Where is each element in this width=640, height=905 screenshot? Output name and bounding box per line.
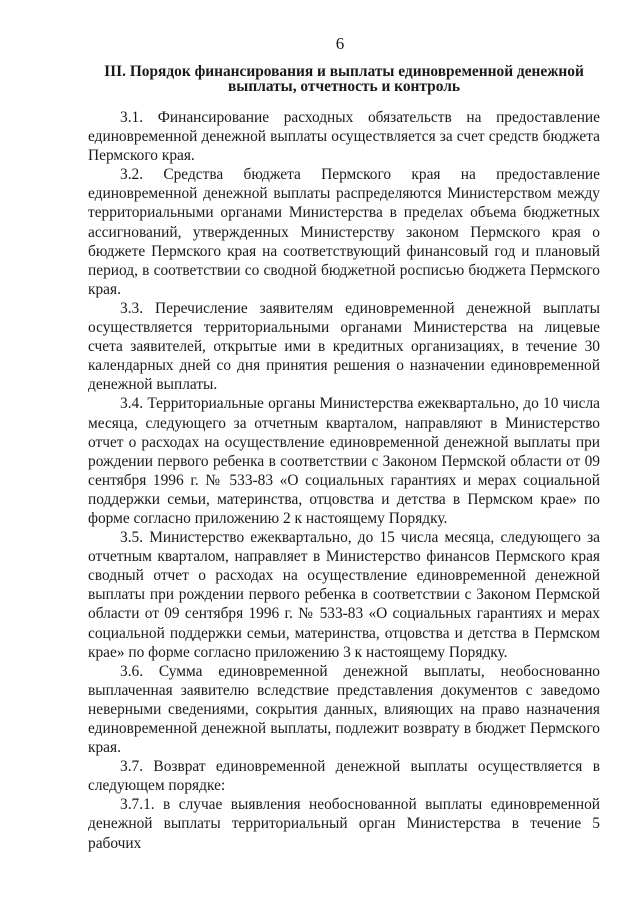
paragraph-3-7-1: 3.7.1. в случае выявления необоснованной выплаты единовременной денежной выплаты территориальный орган Министерства в течение 5 рабочих: [88, 796, 600, 852]
paragraph-3-2: 3.2. Средства бюджета Пермского края на предоставление единовременной денежной выплаты распределяются Министерством между территориальными органами Министерства в пределах объема бюджетных ассигнований, утвержденных Министерству законом Пермского края о бюджете Пермского края на соответствующий финансовый год и плановый период, в соответствии со сводной бюджетной росписью бюджета Пермского края.: [88, 166, 600, 298]
section-heading: [88, 64, 600, 94]
paragraph-3-3: 3.3. Перечисление заявителям единовременной денежной выплаты осуществляется территориальными органами Министерства на лицевые счета заявителей, открытые ими в кредитных организациях, в течение 30 календарных дней со дня принятия решения о назначении единовременной денежной выплаты.: [88, 299, 600, 394]
section-heading-line-1: III. Порядок финансирования и выплаты единовременной денежной: [104, 63, 584, 80]
paragraph-3-4: 3.4. Территориальные органы Министерства ежеквартально, до 10 числа месяца, следующего за отчетным кварталом, направляют в Министерство отчет о расходах на осуществление единовременной денежной выплаты при рождении первого ребенка в соответствии с Законом Пермской области от 09 сентября 1996 г. № 533-83 «О социальных гарантиях и мерах социальной поддержки семьи, материнства, отцовства и детства в Пермском крае» по форме согласно приложению 2 к настоящему Порядку.: [88, 395, 600, 527]
paragraph-3-1: 3.1. Финансирование расходных обязательств на предоставление единовременной денежной выплаты осуществляется за счет средств бюджета Пермского края.: [88, 109, 600, 165]
section-heading-line-2: выплаты, отчетность и контроль: [228, 78, 460, 95]
page-number: 6: [335, 34, 345, 53]
document-body: [88, 108, 600, 853]
paragraph-3-6: 3.6. Сумма единовременной денежной выплаты, необоснованно выплаченная заявителю вследствие представления документов с заведомо неверными сведениями, сокрытия данных, влияющих на право назначения единовременной денежной выплаты, подлежит возврату в бюджет Пермского края.: [88, 662, 600, 757]
paragraph-3-7: 3.7. Возврат единовременной денежной выплаты осуществляется в следующем порядке:: [88, 758, 600, 795]
paragraph-3-5: 3.5. Министерство ежеквартально, до 15 числа месяца, следующего за отчетным кварталом, направляет в Министерство финансов Пермского края сводный отчет о расходах на осуществление единовременной денежной выплаты при рождении первого ребенка в соответствии с Законом Пермской области от 09 сентября 1996 г. № 533-83 «О социальных гарантиях и мерах социальной поддержки семьи, материнства, отцовства и детства в Пермском крае» по форме согласно приложению 3 к настоящему Порядку.: [88, 529, 600, 661]
